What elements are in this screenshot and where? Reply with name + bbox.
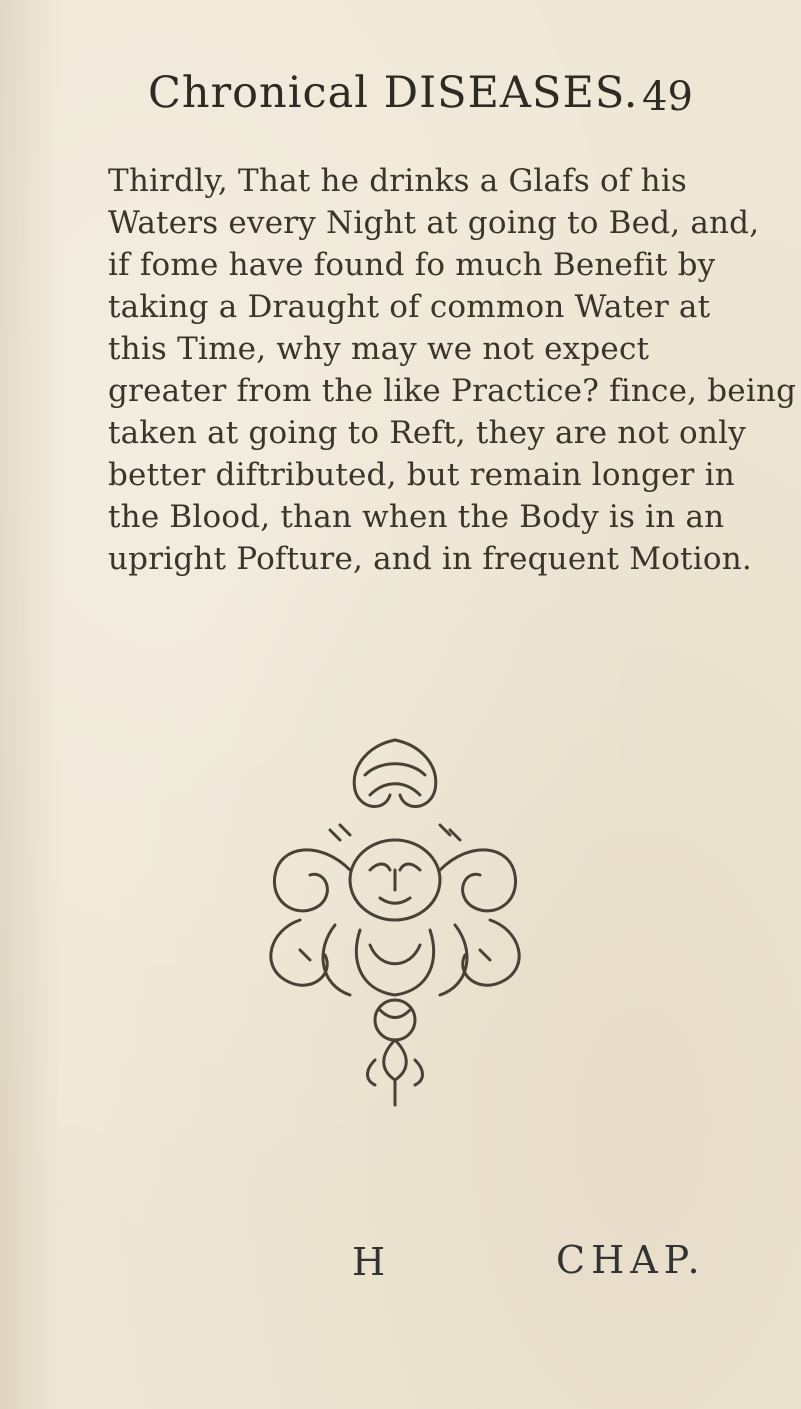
text-line: this Time, why may we not expect (108, 331, 650, 367)
body-text (108, 160, 797, 580)
text-line: the Blood, than when the Body is in an (108, 499, 725, 535)
signature-mark: H (352, 1240, 386, 1284)
text-line: if fome have found fo much Benefit by (108, 247, 716, 283)
floral-ornament-icon (240, 720, 550, 1110)
text-line: Waters every Night at going to Bed, and, (108, 205, 760, 241)
page-footer (0, 1230, 801, 1290)
text-line: greater from the like Practice? fince, being (108, 373, 797, 409)
text-line: taking a Draught of common Water at (108, 289, 711, 325)
text-line: taken at going to Reft, they are not only (108, 415, 746, 451)
running-head: Chronical DISEASES. (148, 68, 639, 118)
page-number: 49 (642, 74, 693, 120)
catchword: CHAP. (556, 1238, 706, 1282)
text-line: better diftributed, but remain longer in (108, 457, 735, 493)
ornament-graphic (240, 720, 550, 1110)
text-line: Thirdly, That he drinks a Glafs of his (108, 163, 688, 199)
page-header (148, 68, 693, 128)
text-line: upright Pofture, and in frequent Motion. (108, 541, 752, 577)
